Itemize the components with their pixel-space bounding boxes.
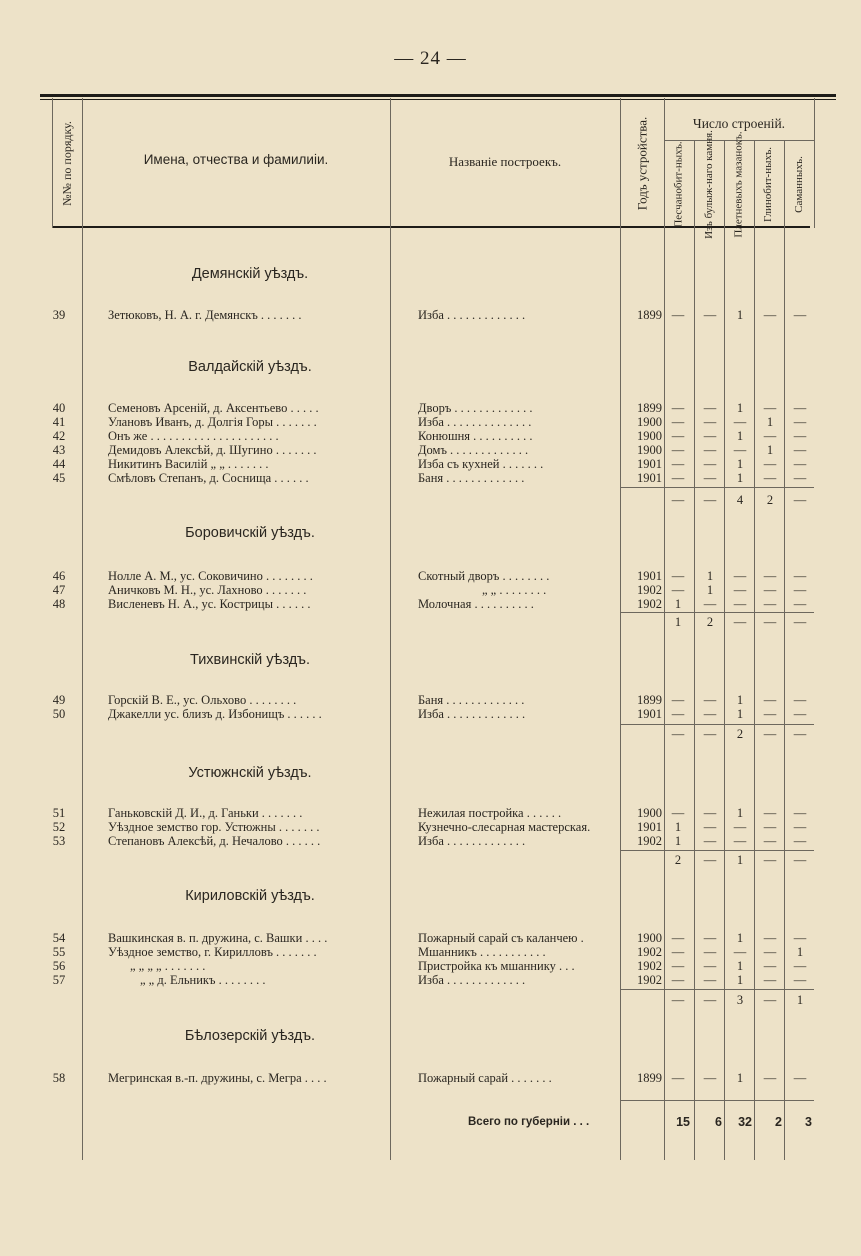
grand-total-val-5: 3 [805,1115,812,1129]
row-year: 1899 [637,1071,662,1085]
row-val-5: — [793,973,807,987]
row-val-3: 1 [736,959,744,973]
subtotal-val-5: — [793,493,807,507]
row-number: 39 [52,308,66,322]
table-row [0,707,861,721]
section-title: Боровичскій уѣздъ. [185,525,315,541]
row-val-4: 1 [766,415,774,429]
subtotal-row [0,853,861,867]
header-names: Имена, отчества и фамилиіи. [143,152,329,167]
subtotal-rule [620,989,814,990]
subtotal-rule [620,724,814,725]
row-val-1: — [671,569,685,583]
subtotal-val-2: 2 [706,615,714,629]
row-owner: „ „ „ „ . . . . . . . [130,959,206,973]
row-val-5: — [793,583,807,597]
row-building: Баня . . . . . . . . . . . . . [418,471,525,485]
row-building: Домъ . . . . . . . . . . . . . [418,443,529,457]
header-num: №№ по порядку. [59,120,74,206]
section-title: Бѣлозерскій уѣздъ. [184,1028,316,1044]
table-row [0,693,861,707]
subtotal-val-3: — [733,615,747,629]
row-number: 44 [52,457,66,471]
row-building: Пожарный сарай . . . . . . . [418,1071,552,1085]
row-building: Кузнечно-слесарная мастерская. [418,820,591,834]
row-building: Скотный дворъ . . . . . . . . [418,569,550,583]
row-owner: Горскій В. Е., ус. Ольхово . . . . . . . . [108,693,297,707]
row-val-4: — [763,806,777,820]
row-building: Изба . . . . . . . . . . . . . [418,707,526,721]
row-owner: Зетюковъ, Н. А. г. Демянскъ . . . . . . . [108,308,302,322]
row-val-4: — [763,429,777,443]
row-owner: Висленевъ Н. А., ус. Кострицы . . . . . . [108,597,311,611]
table-row [0,959,861,973]
row-val-1: — [671,1071,685,1085]
row-building: Молочная . . . . . . . . . . [418,597,534,611]
row-val-5: 1 [796,945,804,959]
row-val-2: — [703,471,717,485]
row-val-5: — [793,834,807,848]
table-row [0,820,861,834]
col-divider [754,140,755,1160]
row-owner: Степановъ Алексѣй, д. Нечалово . . . . . . [108,834,321,848]
row-val-4: — [763,583,777,597]
table-row [0,1071,861,1085]
row-val-1: — [671,707,685,721]
row-val-5: — [793,308,807,322]
row-val-3: — [733,834,747,848]
row-val-5: — [793,429,807,443]
row-val-4: — [763,1071,777,1085]
row-val-2: — [703,945,717,959]
row-year: 1900 [637,443,662,457]
row-year: 1900 [637,415,662,429]
row-val-3: — [733,597,747,611]
row-val-2: — [703,415,717,429]
table-row [0,443,861,457]
table-row [0,308,861,322]
row-val-3: — [733,569,747,583]
subtotal-val-5: 1 [796,993,804,1007]
row-val-2: — [703,597,717,611]
row-val-1: — [671,945,685,959]
row-val-1: — [671,583,685,597]
row-year: 1899 [637,693,662,707]
row-val-4: — [763,693,777,707]
header-col2: Изъ булыж-наго камня. [702,129,715,239]
subtotal-val-5: — [793,853,807,867]
col-divider [694,140,695,1160]
row-val-2: — [703,707,717,721]
row-val-1: — [671,429,685,443]
row-val-3: 1 [736,707,744,721]
table-row [0,597,861,611]
row-year: 1901 [637,820,662,834]
subtotal-val-4: — [763,853,777,867]
row-val-3: 1 [736,1071,744,1085]
row-year: 1902 [637,583,662,597]
row-owner: Ганьковскій Д. И., д. Ганьки . . . . . . . [108,806,303,820]
row-val-4: — [763,457,777,471]
row-number: 52 [52,820,66,834]
subtotal-val-3: 3 [736,993,744,1007]
table-row [0,415,861,429]
row-val-2: — [703,1071,717,1085]
grand-total-val-4: 2 [775,1115,782,1129]
row-number: 57 [52,973,66,987]
section-title: Тихвинскій уѣздъ. [189,652,311,668]
row-val-3: 1 [736,471,744,485]
subtotal-val-5: — [793,615,807,629]
row-val-1: — [671,806,685,820]
header-col1: Песчанобит-ныхъ. [672,140,685,228]
section-title: Демянскій уѣздъ. [191,266,309,282]
row-val-2: — [703,457,717,471]
top-border-rule [40,94,836,97]
row-building: Дворъ . . . . . . . . . . . . . [418,401,533,415]
row-year: 1902 [637,597,662,611]
section-title: Кириловскій уѣздъ. [185,888,315,904]
row-val-3: 1 [736,429,744,443]
row-number: 48 [52,597,66,611]
row-year: 1901 [637,457,662,471]
row-val-1: — [671,443,685,457]
row-val-1: — [671,415,685,429]
row-building: Нежилая постройка . . . . . . [418,806,562,820]
section-title: Валдайскій уѣздъ. [188,359,312,375]
row-year: 1902 [637,973,662,987]
row-val-3: 1 [736,806,744,820]
row-number: 53 [52,834,66,848]
row-val-2: 1 [706,569,714,583]
row-building: Изба . . . . . . . . . . . . . . [418,415,532,429]
row-number: 55 [52,945,66,959]
row-building: Мшанникъ . . . . . . . . . . . [418,945,546,959]
row-val-1: — [671,471,685,485]
subtotal-val-2: — [703,493,717,507]
row-owner: Онъ же . . . . . . . . . . . . . . . . . . . . . [108,429,279,443]
subtotal-val-3: 4 [736,493,744,507]
row-val-5: — [793,401,807,415]
row-val-4: — [763,597,777,611]
subtotal-rule [620,850,814,851]
subtotal-row [0,993,861,1007]
row-val-4: — [763,945,777,959]
row-val-1: — [671,973,685,987]
row-year: 1900 [637,931,662,945]
row-val-5: — [793,820,807,834]
row-val-4: — [763,834,777,848]
subtotal-row [0,615,861,629]
row-val-1: — [671,457,685,471]
row-building: Пристройка къ мшаннику . . . [418,959,575,973]
table-row [0,471,861,485]
row-val-2: — [703,973,717,987]
row-number: 58 [52,1071,66,1085]
row-val-3: 1 [736,693,744,707]
row-val-4: — [763,820,777,834]
row-val-3: 1 [736,973,744,987]
row-val-1: — [671,401,685,415]
row-building: Конюшня . . . . . . . . . . [418,429,533,443]
header-col3: Плетневыхъ мазанокъ. [732,130,745,238]
row-number: 41 [52,415,66,429]
grand-total-row [0,1115,861,1129]
row-number: 45 [52,471,66,485]
grand-total-val-1: 15 [676,1115,690,1129]
row-number: 46 [52,569,66,583]
row-val-2: — [703,693,717,707]
subtotal-rule [620,612,814,613]
row-val-4: — [763,707,777,721]
row-building: „ „ . . . . . . . . [482,583,547,597]
row-owner: Мегринская в.-п. дружины, с. Мегра . . . . [108,1071,327,1085]
subtotal-val-4: — [763,615,777,629]
row-val-5: — [793,457,807,471]
row-owner: Семеновъ Арсеній, д. Аксентьево . . . . . [108,401,319,415]
row-val-3: — [733,820,747,834]
row-val-3: 1 [736,308,744,322]
row-year: 1900 [637,806,662,820]
row-val-1: 1 [674,820,682,834]
row-building: Изба . . . . . . . . . . . . . [418,973,526,987]
col-divider [814,98,815,228]
subtotal-val-4: 2 [766,493,774,507]
table-row [0,457,861,471]
row-number: 47 [52,583,66,597]
row-number: 56 [52,959,66,973]
row-owner: Вашкинская в. п. дружина, с. Вашки . . . . [108,931,328,945]
row-val-1: — [671,308,685,322]
row-owner: Никитинъ Василій „ „ . . . . . . . [108,457,269,471]
table-row [0,973,861,987]
subtotal-row [0,727,861,741]
row-val-4: — [763,569,777,583]
row-val-1: — [671,959,685,973]
table-row [0,401,861,415]
row-val-4: — [763,931,777,945]
row-val-2: — [703,959,717,973]
row-building: Пожарный сарай съ каланчею . [418,931,584,945]
row-val-5: — [793,931,807,945]
subtotal-val-1: 1 [674,615,682,629]
row-val-1: 1 [674,834,682,848]
subtotal-val-3: 1 [736,853,744,867]
row-val-3: 1 [736,931,744,945]
row-year: 1902 [637,945,662,959]
table-row [0,945,861,959]
subtotal-val-1: — [671,727,685,741]
row-year: 1899 [637,308,662,322]
row-val-3: 1 [736,457,744,471]
table-row [0,931,861,945]
row-owner: Демидовъ Алексѣй, д. Шугино . . . . . . . [108,443,317,457]
col-divider [784,140,785,1160]
row-val-3: — [733,415,747,429]
row-val-2: — [703,834,717,848]
row-year: 1901 [637,471,662,485]
row-val-2: — [703,820,717,834]
row-val-5: — [793,693,807,707]
section-title: Устюжнскій уѣздъ. [188,765,312,781]
row-year: 1902 [637,834,662,848]
row-val-5: — [793,415,807,429]
row-year: 1900 [637,429,662,443]
row-year: 1902 [637,959,662,973]
subtotal-val-4: — [763,727,777,741]
row-val-2: — [703,443,717,457]
row-val-3: — [733,945,747,959]
subtotal-val-1: 2 [674,853,682,867]
row-building: Изба . . . . . . . . . . . . . [418,308,526,322]
row-val-1: — [671,931,685,945]
row-val-5: — [793,707,807,721]
row-owner: Уѣздное земство гор. Устюжны . . . . . . . [108,820,320,834]
row-val-3: — [733,583,747,597]
row-val-2: — [703,308,717,322]
row-owner: Улановъ Иванъ, д. Долгія Горы . . . . . . . [108,415,317,429]
row-val-2: — [703,401,717,415]
subtotal-val-3: 2 [736,727,744,741]
top-border-rule-thin [40,99,836,100]
row-val-2: — [703,429,717,443]
header-col5: Саманныхъ. [792,155,805,213]
row-val-3: — [733,443,747,457]
header-year: Годъ устройства. [634,116,650,210]
row-val-4: — [763,959,777,973]
grand-total-val-2: 6 [715,1115,722,1129]
row-val-5: — [793,959,807,973]
table-row [0,429,861,443]
row-year: 1901 [637,569,662,583]
row-number: 43 [52,443,66,457]
row-number: 51 [52,806,66,820]
header-building: Названіе построекъ. [448,154,562,169]
row-year: 1901 [637,707,662,721]
row-owner: Джакелли ус. близъ д. Избонищъ . . . . . . [108,707,322,721]
subtotal-val-2: — [703,727,717,741]
row-val-1: 1 [674,597,682,611]
row-year: 1899 [637,401,662,415]
row-val-5: — [793,806,807,820]
col-divider [724,140,725,1160]
row-number: 50 [52,707,66,721]
subtotal-val-2: — [703,993,717,1007]
row-val-5: — [793,569,807,583]
row-number: 40 [52,401,66,415]
row-val-2: — [703,806,717,820]
subtotal-rule [620,487,814,488]
subtotal-row [0,493,861,507]
subtotal-val-2: — [703,853,717,867]
row-val-5: — [793,597,807,611]
header-col4: Глинобит-ныхъ. [762,146,775,222]
row-owner: Нолле А. М., ус. Соковичино . . . . . . . . [108,569,313,583]
row-owner: Уѣздное земство, г. Кирилловъ . . . . . . . [108,945,317,959]
row-val-4: 1 [766,443,774,457]
row-val-4: — [763,401,777,415]
row-val-5: — [793,1071,807,1085]
row-owner: „ „ д. Ельникъ . . . . . . . . [140,973,266,987]
total-rule [620,1100,814,1101]
table-row [0,569,861,583]
row-number: 49 [52,693,66,707]
row-val-5: — [793,471,807,485]
row-val-1: — [671,693,685,707]
table-row [0,806,861,820]
row-val-4: — [763,973,777,987]
grand-total-label: Всего по губерніи . . . [468,1116,590,1128]
row-number: 54 [52,931,66,945]
table-row [0,583,861,597]
row-building: Изба . . . . . . . . . . . . . [418,834,526,848]
row-val-4: — [763,308,777,322]
row-val-3: 1 [736,401,744,415]
grand-total-val-3: 32 [738,1115,752,1129]
subtotal-val-1: — [671,993,685,1007]
row-val-2: — [703,931,717,945]
row-number: 42 [52,429,66,443]
row-owner: Смѣловъ Степанъ, д. Соснища . . . . . . [108,471,309,485]
header-count: Число строеній. [692,116,786,131]
row-building: Изба съ кухней . . . . . . . [418,457,544,471]
subtotal-val-5: — [793,727,807,741]
row-val-2: 1 [706,583,714,597]
header-bottom-rule [52,226,810,228]
subtotal-val-4: — [763,993,777,1007]
table-row [0,834,861,848]
row-owner: Аничковъ М. Н., ус. Лахново . . . . . . . [108,583,307,597]
row-building: Баня . . . . . . . . . . . . . [418,693,525,707]
subtotal-val-1: — [671,493,685,507]
row-val-5: — [793,443,807,457]
page-number: — 24 — [394,48,467,69]
row-val-4: — [763,471,777,485]
